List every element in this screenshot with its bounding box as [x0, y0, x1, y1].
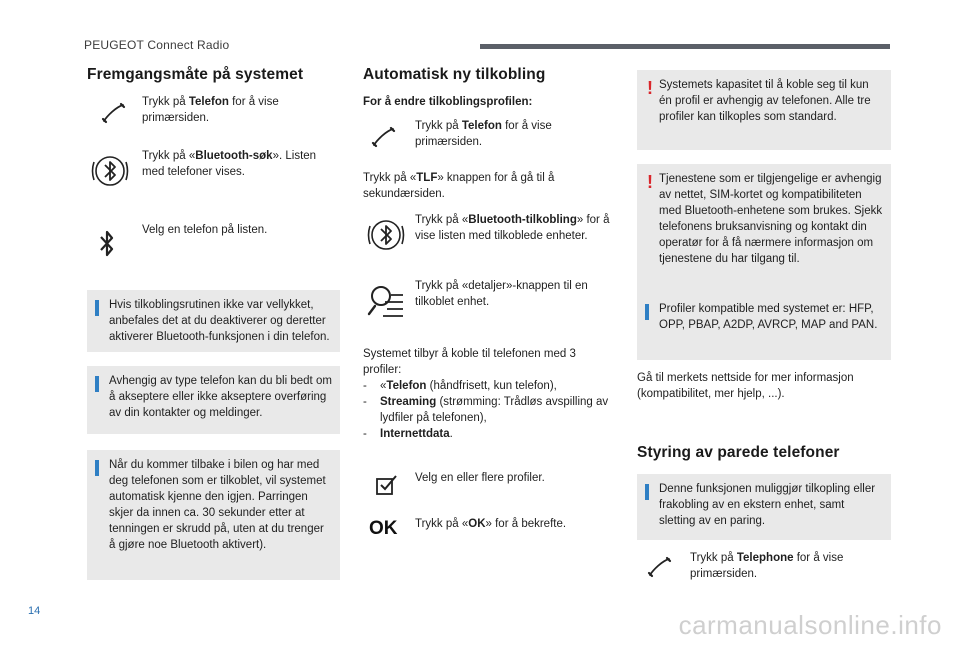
note-text: Tjenestene som er tilgjengelige er avhengig av nettet, SIM-kortet og kompatibiliteten med Bluetooth-enhetene som brukes. Sjekk telefonens bruksanvisning og kontakt din operatør for å få nærmere informasjon om tjenestene du har tilgang til.: [659, 173, 883, 265]
section-heading-paired-phones: Styring av parede telefoner: [637, 444, 840, 461]
info-bar-icon: [95, 376, 99, 392]
paragraph-tlf: Trykk på «TLF» knappen for å gå til å sekundærsiden.: [363, 172, 555, 200]
step-text: Trykk på Telefon for å vise primærsiden.: [415, 120, 552, 148]
step-confirm: [363, 516, 616, 546]
step-text: Velg en telefon på listen.: [142, 224, 268, 236]
step-phone: [87, 94, 340, 134]
step-select-phone: [87, 222, 340, 262]
info-note-accept: [87, 366, 340, 434]
note-text: Systemets kapasitet til å koble seg til kun én profil er avhengig av telefonen. Alle tre profiler kan tilkoples som standard.: [659, 79, 871, 123]
step-text: Trykk på «Bluetooth-søk». Listen med telefoner vises.: [142, 150, 317, 178]
info-note-manage: [637, 474, 891, 540]
column-1: [87, 66, 340, 551]
paragraph-website: Gå til merkets nettside for mer informasjon (kompatibilitet, mer hjelp, ...).: [637, 372, 854, 400]
bluetooth-search-icon: [91, 152, 129, 190]
step-bluetooth-search: [87, 148, 340, 192]
note-text: Denne funksjonen muliggjør tilkopling eller frakobling av en ekstern enhet, samt sletting av en paring.: [659, 483, 876, 527]
warning-note-services: [637, 164, 891, 294]
info-note-reconnect: [87, 450, 340, 580]
step-select-profiles: [363, 470, 616, 500]
info-bar-icon: [645, 484, 649, 500]
step-text: Trykk på Telefon for å vise primærsiden.: [142, 96, 279, 124]
list-item: - Streaming (strømming: Trådløs avspilling av lydfiler på telefonen),: [363, 394, 616, 426]
step-text: Velg en eller flere profiler.: [415, 472, 545, 484]
watermark: carmanualsonline.info: [678, 610, 942, 640]
section-heading-procedure: Fremgangsmåte på systemet: [87, 66, 304, 83]
note-text: Når du kommer tilbake i bilen og har med deg telefonen som er tilkoblet, vil systemet automatisk kjenne den igjen. Parringen skjer da innen ca. 30 sekunder etter at tenningen er skrudd på, uten at du trenger å gjøre noe Bluetooth aktivert).: [109, 459, 326, 551]
header-divider-bar: [480, 44, 890, 49]
warning-note-profile: [637, 70, 891, 150]
bluetooth-search-icon: [367, 216, 405, 254]
step-phone: [363, 118, 616, 154]
list-item: - Internettdata.: [363, 426, 616, 442]
column-2: [363, 66, 616, 539]
info-bar-icon: [95, 460, 99, 476]
warning-icon: !: [647, 172, 653, 192]
step-details: [363, 278, 616, 326]
phone-handset-icon: [647, 556, 673, 578]
page-number: 14: [28, 605, 41, 617]
info-note-profiles: [637, 294, 891, 360]
list-item: - «Telefon (håndfrisett, kun telefon),: [363, 378, 616, 394]
note-text: Hvis tilkoblingsrutinen ikke var vellykket, anbefales det at du deaktiverer og deretter aktiverer Bluetooth-funksjonen i din telefon.: [109, 299, 330, 343]
info-bar-icon: [95, 300, 99, 316]
note-text: Profiler kompatible med systemet er: HFP, OPP, PBAP, A2DP, AVRCP, MAP and PAN.: [659, 303, 878, 331]
note-text: Avhengig av type telefon kan du bli bedt om å akseptere eller ikke akseptere overføring av din kontakter og meldinger.: [109, 375, 332, 419]
step-text: Trykk på «Bluetooth-tilkobling» for å vise listen med tilkoblede enheter.: [415, 214, 610, 242]
step-text: Trykk på «detaljer»-knappen til en tilkoblet enhet.: [415, 280, 588, 308]
bluetooth-icon: [97, 228, 117, 260]
phone-handset-icon: [371, 126, 397, 148]
details-icon: [367, 282, 405, 322]
phone-handset-icon: [101, 102, 127, 124]
info-bar-icon: [645, 304, 649, 320]
section-heading-auto-reconnect: Automatisk ny tilkobling: [363, 66, 546, 83]
subheading: For å endre tilkoblingsprofilen:: [363, 96, 533, 108]
warning-icon: !: [647, 78, 653, 98]
step-text: Trykk på «OK» for å bekrefte.: [415, 518, 567, 530]
info-note-retry: [87, 290, 340, 352]
running-header: PEUGEOT Connect Radio: [84, 38, 230, 52]
checkbox-icon: [375, 474, 399, 496]
ok-icon: OK: [369, 518, 398, 539]
profile-list: [363, 378, 616, 442]
step-text: Trykk på Telephone for å vise primærsiden.: [690, 552, 844, 580]
step-bluetooth-connection: [363, 212, 616, 260]
paragraph-profiles: Systemet tilbyr å koble til telefonen med 3 profiler:: [363, 348, 576, 376]
step-telephone: [637, 550, 891, 586]
